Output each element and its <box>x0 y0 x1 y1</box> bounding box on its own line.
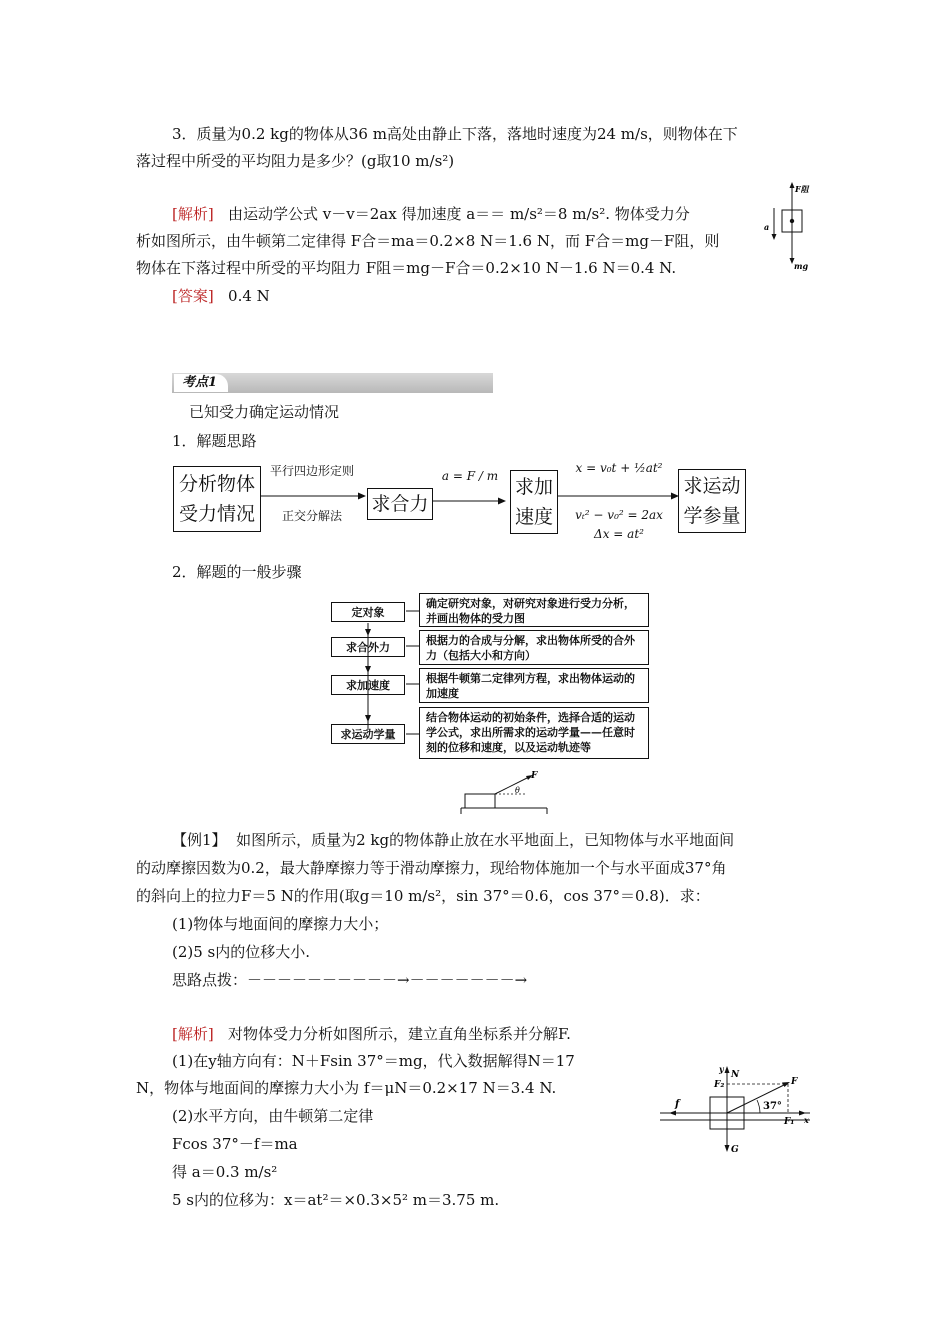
solution1-line-7: 5 s内的位移为：x＝at²＝×0.3×5² m＝3.75 m. <box>172 1191 500 1209</box>
fig-label-F: F <box>531 771 538 781</box>
fd-label-x: x <box>804 1115 809 1125</box>
fd-label-y: y <box>719 1064 724 1074</box>
kaodian-header <box>172 373 493 393</box>
kaodian-title: 已知受力确定运动情况 <box>189 403 340 421</box>
fd-label-N: N <box>731 1070 740 1080</box>
example1-line-2: 的动摩擦因数为0.2，最大静摩擦力等于滑动摩擦力，现给物体施加一个与水平面成37°角 <box>136 859 727 877</box>
q3-line-1: 3．质量为0.2 kg的物体从36 m高处由静止下落，落地时速度为24 m/s，则物体在下 <box>172 125 738 143</box>
answer-value: 0.4 N <box>228 287 270 305</box>
flow-arrow2-top: a = F / m <box>441 469 499 483</box>
label-mg: mg <box>794 261 809 271</box>
example1-line-1: 【例1】 如图所示，质量为2 kg的物体静止放在水平地面上，已知物体与水平地面间 <box>172 831 735 849</box>
label-a: a <box>764 222 770 232</box>
q3-solution-line-2: 析如图所示，由牛顿第二定律得 F合＝ma＝0.2×8 N＝1.6 N，而 F合＝mg－F阻，则 <box>136 232 720 250</box>
q3-solution-line-3: 物体在下落过程中所受的平均阻力 F阻＝mg－F合＝0.2×10 N－1.6 N＝0.4 N. <box>136 259 677 277</box>
solution1-line-2: (1)在y轴方向有：N＋Fsin 37°＝mg，代入数据解得N＝17 <box>172 1052 575 1070</box>
flow-box-acceleration: 求加速度 <box>510 470 558 534</box>
q3-line-2: 落过程中所受的平均阻力是多少？(g取10 m/s²) <box>136 152 455 170</box>
flow-arrow-2 <box>432 495 508 507</box>
flow-box-kinematic: 求运动学参量 <box>678 469 746 533</box>
example1-hint: 思路点拨：－－－－－－－－－－→－－－－－－－→ <box>172 971 528 989</box>
step1-heading: 1．解题思路 <box>172 432 257 450</box>
flow-formula-1: x = v₀t + ½at² <box>575 461 663 475</box>
solution1-line-4: (2)水平方向，由牛顿第二定律 <box>172 1107 374 1125</box>
example1-line-3: 的斜向上的拉力F＝5 N的作用(取g＝10 m/s²，sin 37°＝0.6，cos 37°＝0.8)．求： <box>136 887 710 905</box>
fd-label-angle: 37° <box>763 1101 782 1112</box>
step2-heading: 2．解题的一般步骤 <box>172 563 302 581</box>
q3-solution-line-1: [解析] 由运动学公式 v－v＝2ax 得加速度 a＝＝ m/s²＝8 m/s². 物体受力分 <box>172 205 690 223</box>
flow-box-analyze-force: 分析物体受力情况 <box>173 466 261 532</box>
solution-tag: [解析] <box>172 205 214 223</box>
step-desc-3: 根据牛顿第二定律列方程，求出物体运动的加速度 <box>419 668 649 703</box>
flow-formula-3: Δx = at² <box>594 527 644 541</box>
fd-label-F1: F₁ <box>784 1117 795 1127</box>
fd-label-f: f <box>675 1099 680 1110</box>
block-pull-figure <box>455 770 555 818</box>
step-key-2: 求合外力 <box>331 637 405 657</box>
answer-tag: [答案] <box>172 287 214 305</box>
step-desc-2: 根据力的合成与分解，求出物体所受的合外力（包括大小和方向） <box>419 630 649 665</box>
flow-box-resultant: 求合力 <box>367 488 433 520</box>
step-key-3: 求加速度 <box>331 675 405 695</box>
solution1-line-5: Fcos 37°－f＝ma <box>172 1135 298 1153</box>
step-key-1: 定对象 <box>331 602 405 622</box>
fd-label-F: F <box>791 1077 798 1087</box>
flow-arrow-1 <box>260 490 368 502</box>
flow-arrow-3 <box>557 490 681 502</box>
step-key-4: 求运动学量 <box>331 724 405 744</box>
example-tag: 【例1】 <box>172 831 227 849</box>
step-desc-1: 确定研究对象，对研究对象进行受力分析，并画出物体的受力图 <box>419 593 649 627</box>
example1-q1: (1)物体与地面间的摩擦力大小； <box>172 915 389 933</box>
solution1-line-3: N，物体与地面间的摩擦力大小为 f＝μN＝0.2×17 N＝3.4 N. <box>136 1079 557 1097</box>
fd-label-F2: F₂ <box>714 1080 725 1090</box>
fd-label-G: G <box>731 1145 739 1155</box>
fig-label-theta: θ <box>515 786 520 795</box>
solution1-tag: [解析] <box>172 1025 214 1043</box>
solution1-line-1: [解析] 对物体受力分析如图所示，建立直角坐标系并分解F. <box>172 1025 571 1043</box>
example1-q2: (2)5 s内的位移大小. <box>172 943 311 961</box>
label-f-resist: F阻 <box>795 184 809 194</box>
falling-block-figure <box>760 178 820 273</box>
kaodian-badge: 考点1 <box>182 375 218 390</box>
flow-formula-2: vₜ² − v₀² = 2ax <box>575 508 663 522</box>
q3-answer <box>172 285 270 307</box>
solution1-line-6: 得 a＝0.3 m/s² <box>172 1163 278 1181</box>
force-decomposition-figure <box>660 1060 820 1160</box>
step-desc-4: 结合物体运动的初始条件，选择合适的运动学公式，求出所需求的运动学量——任意时刻的位移和速度，以及运动轨迹等 <box>419 707 649 759</box>
flow-arrow1-bottom: 正交分解法 <box>281 509 342 523</box>
flow-arrow1-top: 平行四边形定则 <box>269 464 354 478</box>
